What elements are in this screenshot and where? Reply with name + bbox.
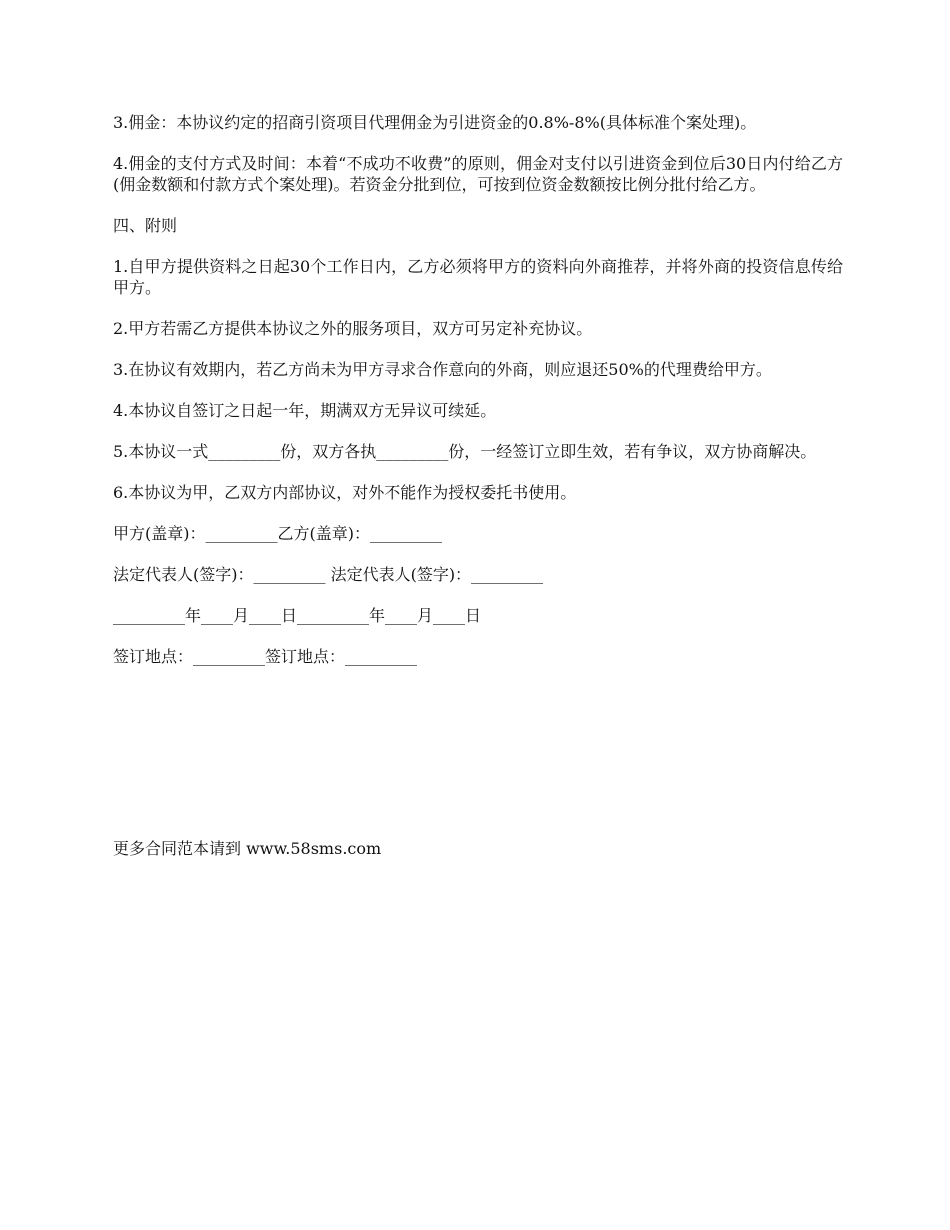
- section-heading-appendix: 四、附则: [113, 216, 178, 235]
- signature-location-line: 签订地点：_________签订地点：_________: [113, 647, 418, 666]
- signature-seal-line: 甲方(盖章)：_________乙方(盖章)：_________: [113, 524, 442, 543]
- appendix-clause-6: 6.本协议为甲，乙双方内部协议，对外不能作为授权委托书使用。: [113, 483, 577, 502]
- appendix-clause-3: 3.在协议有效期内，若乙方尚未为甲方寻求合作意向的外商，则应退还50%的代理费给甲方。: [113, 360, 772, 379]
- signature-representative-line: 法定代表人(签字)：_________ 法定代表人(签字)：_________: [113, 565, 544, 584]
- document-body: [113, 112, 843, 687]
- signature-date-line: _________年____月____日_________年____月____日: [113, 606, 482, 625]
- clause-commission: 3.佣金：本协议约定的招商引资项目代理佣金为引进资金的0.8%-8%(具体标准个案处理)。: [113, 113, 757, 132]
- appendix-clause-5: 5.本协议一式_________份，双方各执_________份，一经签订立即生效，若有争议，双方协商解决。: [113, 442, 817, 461]
- appendix-clause-1: 1.自甲方提供资料之日起30个工作日内，乙方必须将甲方的资料向外商推荐，并将外商的投资信息传给甲方。: [113, 257, 843, 297]
- appendix-clause-2: 2.甲方若需乙方提供本协议之外的服务项目，双方可另定补充协议。: [113, 319, 593, 338]
- appendix-clause-4: 4.本协议自签订之日起一年，期满双方无异议可续延。: [113, 401, 497, 420]
- clause-payment-method: 4.佣金的支付方式及时间：本着“不成功不收费”的原则，佣金对支付以引进资金到位后30日内付给乙方(佣金数额和付款方式个案处理)。若资金分批到位，可按到位资金数额按比例分批付给乙方。: [113, 154, 843, 194]
- footer-note: 更多合同范本请到 www.58sms.com: [113, 839, 382, 858]
